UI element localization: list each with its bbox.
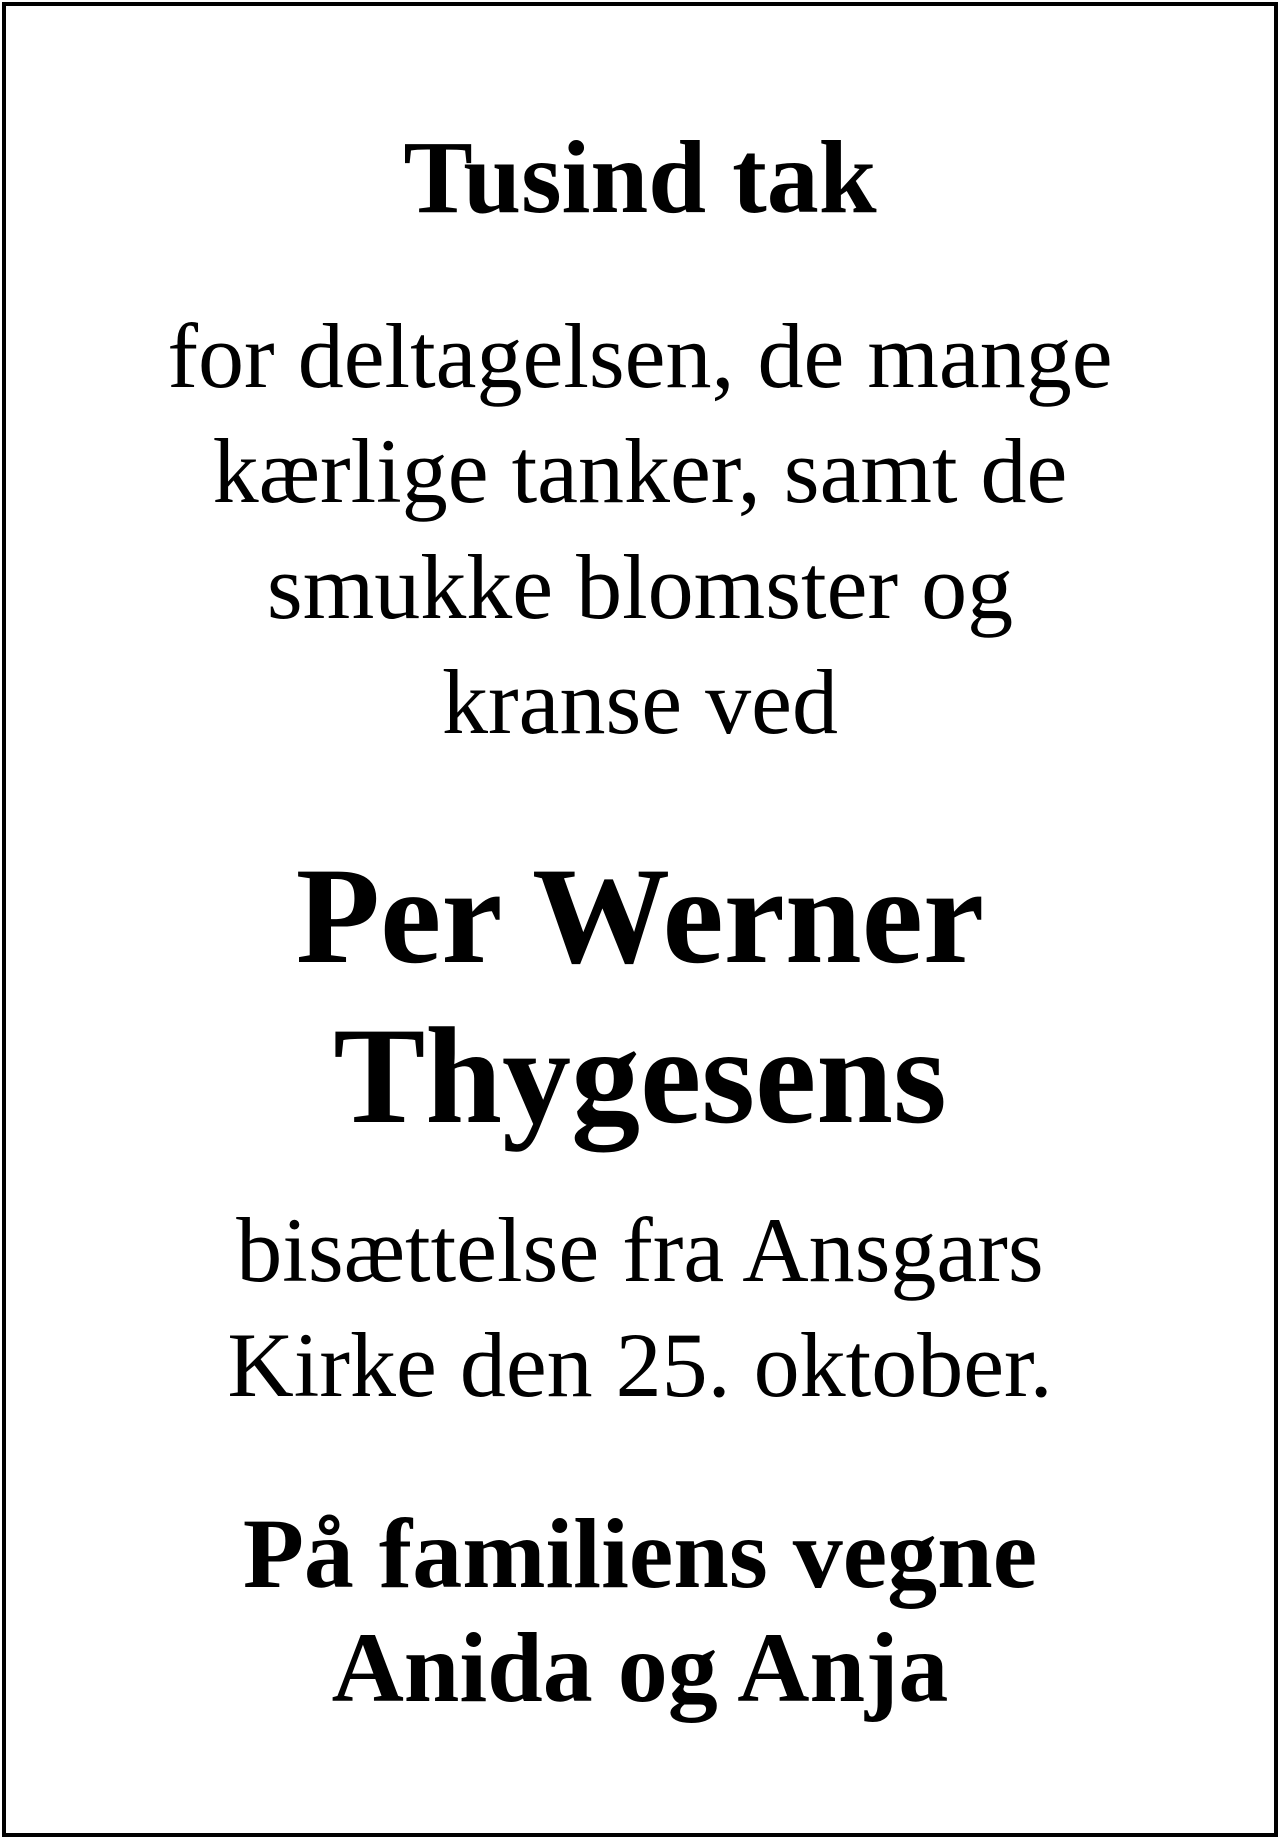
deceased-name-line-2: Thygesens (333, 999, 947, 1152)
deceased-name-line-1: Per Werner (295, 839, 985, 992)
thanks-line-3: smukke blomster og (266, 536, 1014, 638)
signature-line-2: Anida og Anja (331, 1612, 949, 1723)
signature-line-1: På familiens vegne (242, 1498, 1038, 1609)
ceremony-line-2: Kirke den 25. oktober. (227, 1314, 1053, 1416)
thanks-line-4: kranse ved (442, 651, 838, 753)
notice-heading: Tusind tak (403, 120, 877, 235)
thanks-line-1: for deltagelsen, de mange (167, 305, 1113, 407)
thanks-line-2: kærlige tanker, samt de (212, 420, 1068, 522)
thank-you-notice (2, 2, 1278, 1837)
ceremony-line-1: bisættelse fra Ansgars (236, 1199, 1044, 1301)
